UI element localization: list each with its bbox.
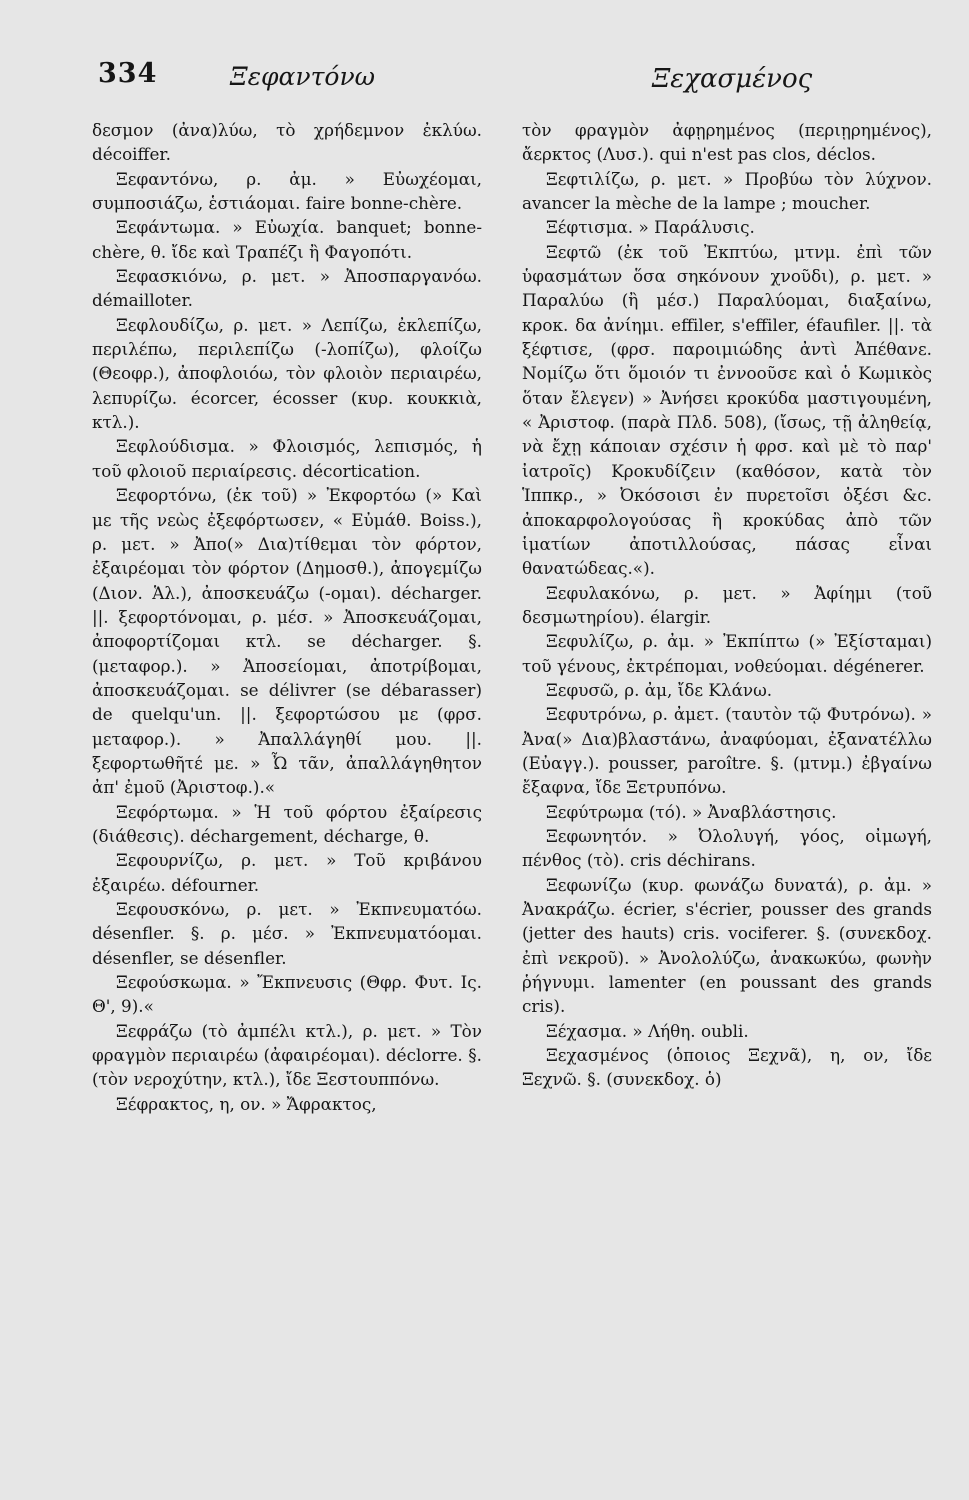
dictionary-entry: Ξεφλούδισμα. » Φλοισμός, λεπισμός, ἡ τοῦ φλοιοῦ περιαίρεσις. décortication. <box>92 436 482 481</box>
dictionary-entry: Ξεφυτρόνω, ρ. ἀμετ. (ταυτὸν τῷ Φυτρόνω). » Ἀνα(» Δια)βλαστάνω, ἀναφύομαι, ἐξανατέλλω (Εὐαγγ.). pousser, paroître. §. (μτνμ.) ἐβγαίνω ἔξαφνα, ἴδε Ξετρυπόνω. <box>522 704 932 798</box>
left-column <box>92 118 482 1116</box>
dictionary-entry: Ξεχασμένος (ὁποιος Ξεχνᾶ), η, ον, ἴδε Ξεχνῶ. §. (συνεκδοχ. ὁ) <box>522 1045 932 1090</box>
dictionary-entry: Ξέχασμα. » Λήθη. oubli. <box>546 1020 749 1041</box>
dictionary-entry: Ξεφυλίζω, ρ. ἀμ. » Ἐκπίπτω (» Ἐξίσταμαι) τοῦ γένους, ἐκτρέπομαι, νοθεύομαι. dégénerer. <box>522 631 932 676</box>
page-number: 334 <box>98 58 158 89</box>
dictionary-entry: Ξεφλουδίζω, ρ. μετ. » Λεπίζω, ἐκλεπίζω, περιλέπω, περιλεπίζω (-λοπίζω), φλοίζω (Θεοφρ.), ἀποφλοιόω, τὸν φλοιὸν περιαιρέω, λεπυρίζω. écorcer, écosser (κυρ. κουκκιὰ, κτλ.). <box>92 314 482 433</box>
dictionary-entry: Ξεφαντόνω, ρ. ἀμ. » Εὐωχέομαι, συμποσιάζω, ἑστιάομαι. faire bonne-chère. <box>92 168 482 214</box>
dictionary-entry: Ξεφουρνίζω, ρ. μετ. » Τοῦ κριβάνου ἐξαιρέω. défourner. <box>92 850 482 895</box>
dictionary-entry: Ξεφράζω (τὸ ἀμπέλι κτλ.), ρ. μετ. » Τὸν φραγμὸν περιαιρέω (ἀφαιρέομαι). déclorre. §. (τὸν νεροχύτην, κτλ.), ἴδε Ξεστουππόνω. <box>92 1020 482 1090</box>
dictionary-entry: Ξεφτιλίζω, ρ. μετ. » Προβύω τὸν λύχνον. avancer la mèche de la lampe ; moucher. <box>522 168 932 214</box>
dictionary-entry: τὸν φραγμὸν ἀφῃρημένος (περιῃρημένος), ἄερκτος (Λυσ.). qui n'est pas clos, déclos. <box>522 120 932 165</box>
dictionary-entry: Ξεφασκιόνω, ρ. μετ. » Ἀποσπαργανόω. démailloter. <box>92 266 482 311</box>
dictionary-entry: Ξεφωνητόν. » Ὀλολυγή, γόος, οἰμωγή, πένθος (τὸ). cris déchirans. <box>522 825 932 871</box>
right-column <box>522 118 932 1092</box>
dictionary-entry: δεσμον (ἀνα)λύω, τὸ χρήδεμνον ἐκλύω. décoiffer. <box>92 120 482 165</box>
page-header <box>92 58 931 118</box>
dictionary-entry: Ξεφορτόνω, (ἐκ τοῦ) » Ἐκφορτόω (» Καὶ με τῆς νεὼς ἐξεφόρτωσεν, « Εὐμάθ. Boiss.), ρ. μετ. » Ἀπο(» Δια)τίθεμαι τὸν φόρτον, ἐξαιρέομαι τὸν φόρτον (Δημοσθ.), ἀπογεμίζω (Διον. Ἁλ.), ἀποσκευάζω (-ομαι). décharger. ||. ξεφορτόνομαι, ρ. μέσ. » Ἀποσκευάζομαι, ἀποφορτίζομαι κτλ. se décharger. §. (μεταφορ.). » Ἀποσείομαι, ἀποτρίβομαι, ἀποσκευάζομαι. se délivrer (se débarasser) de quelqu'un. ||. ξεφορτώσου με (φρσ. μεταφορ.). » Ἀπαλλάγηθί μου. ||. ξεφορτωθῆτέ με. » Ὦ τᾶν, ἀπαλλάγηθητον ἀπ' ἐμοῦ (Ἀριστοφ.).« <box>92 485 482 798</box>
running-head-right: Ξεχασμένος <box>652 64 813 94</box>
dictionary-entry: Ξεφύτρωμα (τό). » Ἀναβλάστησις. <box>546 801 837 822</box>
dictionary-entry: Ξεφούσκωμα. » Ἔκπνευσις (Θφρ. Φυτ. Ις. Θ', 9).« <box>92 972 482 1017</box>
dictionary-entry: Ξεφουσκόνω, ρ. μετ. » Ἐκπνευματόω. désenfler. §. ρ. μέσ. » Ἐκπνευματόομαι. désenfler, se désenfler. <box>92 899 482 968</box>
dictionary-entry: Ξέφτισμα. » Παράλυσις. <box>546 217 755 238</box>
dictionary-entry: Ξεφωνίζω (κυρ. φωνάζω δυνατά), ρ. ἀμ. » Ἀνακράζω. écrier, s'écrier, pousser des grands (jetter des hauts) cris. vociferer. §. (συνεκδοχ. ἐπὶ νεκροῦ). » Ἀνολολύζω, ἀνακωκύω, φωνὴν ῥήγνυμι. lamenter (en poussant des grands cris). <box>522 874 932 1017</box>
dictionary-entry: Ξεφυλακόνω, ρ. μετ. » Ἀφίημι (τοῦ δεσμωτηρίου). élargir. <box>522 582 932 627</box>
dictionary-entry: Ξεφόρτωμα. » Ἡ τοῦ φόρτου ἐξαίρεσις (διάθεσις). déchargement, décharge, θ. <box>92 801 482 846</box>
dictionary-entry: Ξεφάντωμα. » Εὐωχία. banquet; bonne-chère, θ. ἴδε καὶ Τραπέζι ἢ Φαγοπότι. <box>92 217 482 262</box>
dictionary-entry: Ξεφυσῶ, ρ. ἀμ, ἴδε Κλάνω. <box>546 679 773 700</box>
dictionary-entry: Ξεφτῶ (ἐκ τοῦ Ἐκπτύω, μτνμ. ἐπὶ τῶν ὑφασμάτων ὅσα σηκόνουν χνοῦδι), ρ. μετ. » Παραλύω (ἢ μέσ.) Παραλύομαι, διαξαίνω, κροκ. δα ἀνίημι. effiler, s'effiler, éfaufiler. ||. τὰ ξέφτισε, (φρσ. παροιμιώδης ἀντὶ Ἀπέθανε. Νομίζω ὅτι ὅμοιόν τι ἐννοοῦσε καὶ ὁ Κωμικὸς ὅταν ἔλεγεν) » Ἀνήσει κροκύδα μαστιγουμένη, « Ἀριστοφ. (παρὰ Πλδ. 508), (ἴσως, τῇ ἀληθείᾳ, νὰ ἔχῃ κάποιαν σχέσιν ἡ φρσ. καὶ μὲ τὸ παρ' ἰατροῖς) Κροκυδίζειν (καθόσον, κατὰ τὸν Ἱππκρ., » Ὀκόσοισι ἐν πυρετοῖσι ὀξέσι &c. ἀποκαρφολογούσας ἢ κροκύδας ἀπὸ τῶν ἱματίων ἀποτιλλούσας, πάσας εἶναι θανατώδεας.«). <box>522 241 932 579</box>
dictionary-entry: Ξέφρακτος, η, ον. » Ἄφρακτος, <box>116 1093 377 1114</box>
running-head-left: Ξεφαντόνω <box>230 62 376 91</box>
text-columns <box>92 118 932 1408</box>
